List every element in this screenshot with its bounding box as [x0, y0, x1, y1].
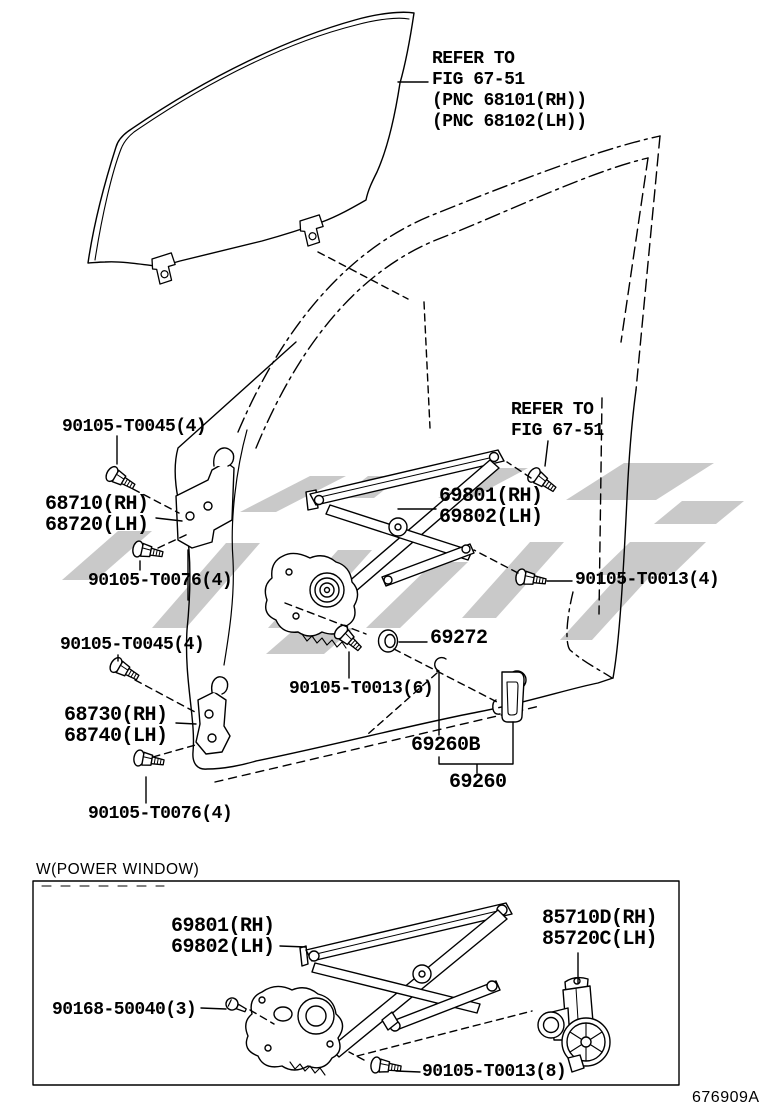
lower-hinge-drawing — [196, 677, 230, 754]
callout-regulator: 69801(RH) 69802(LH) — [439, 485, 543, 529]
figure-code: 676909A — [692, 1089, 760, 1106]
refer-note-top: REFER TO FIG 67-51 (PNC 68101(RH)) (PNC 68102(LH)) — [432, 49, 587, 132]
power-window-motor-drawing — [538, 978, 610, 1072]
callout-bolt-t0013-8: 90105-T0013(8) — [422, 1062, 567, 1082]
callout-bolt-t0045-top: 90105-T0045(4) — [62, 417, 207, 437]
callout-screw-50040: 90168-50040(3) — [52, 1000, 197, 1020]
refer-note-mid: REFER TO FIG 67-51 — [511, 400, 604, 441]
callout-hinge-upper: 68710(RH) 68720(LH) — [45, 493, 149, 537]
glass-clip-icon — [299, 215, 326, 247]
screw-icon — [224, 996, 248, 1016]
bolt-icon — [131, 540, 164, 562]
callout-inset-regulator: 69801(RH) 69802(LH) — [171, 915, 275, 959]
bolt-icon — [133, 749, 165, 770]
callout-grommet: 69272 — [430, 627, 488, 650]
callout-bolt-t0013-4: 90105-T0013(4) — [575, 570, 720, 590]
callout-hinge-lower: 68730(RH) 68740(LH) — [64, 704, 168, 748]
callout-bolt-t0013-6: 90105-T0013(6) — [289, 679, 434, 699]
glass-clip-icon — [151, 253, 178, 285]
callout-bolt-t0076-bottom: 90105-T0076(4) — [88, 804, 233, 824]
callout-motor: 85710D(RH) 85720C(LH) — [542, 907, 658, 951]
callout-bolt-t0076-top: 90105-T0076(4) — [88, 571, 233, 591]
door-glass-drawing — [88, 12, 414, 285]
callout-bolt-t0045-bottom: 90105-T0045(4) — [60, 635, 205, 655]
window-crank-handle-drawing — [493, 671, 526, 722]
upper-hinge-drawing — [176, 448, 234, 548]
catalog-watermark — [62, 463, 744, 654]
inset-title: W(POWER WINDOW) — [36, 861, 200, 878]
bolt-icon — [370, 1056, 402, 1076]
callout-handle: 69260 — [449, 771, 507, 794]
callout-handle-plate: 69260B — [411, 734, 481, 757]
